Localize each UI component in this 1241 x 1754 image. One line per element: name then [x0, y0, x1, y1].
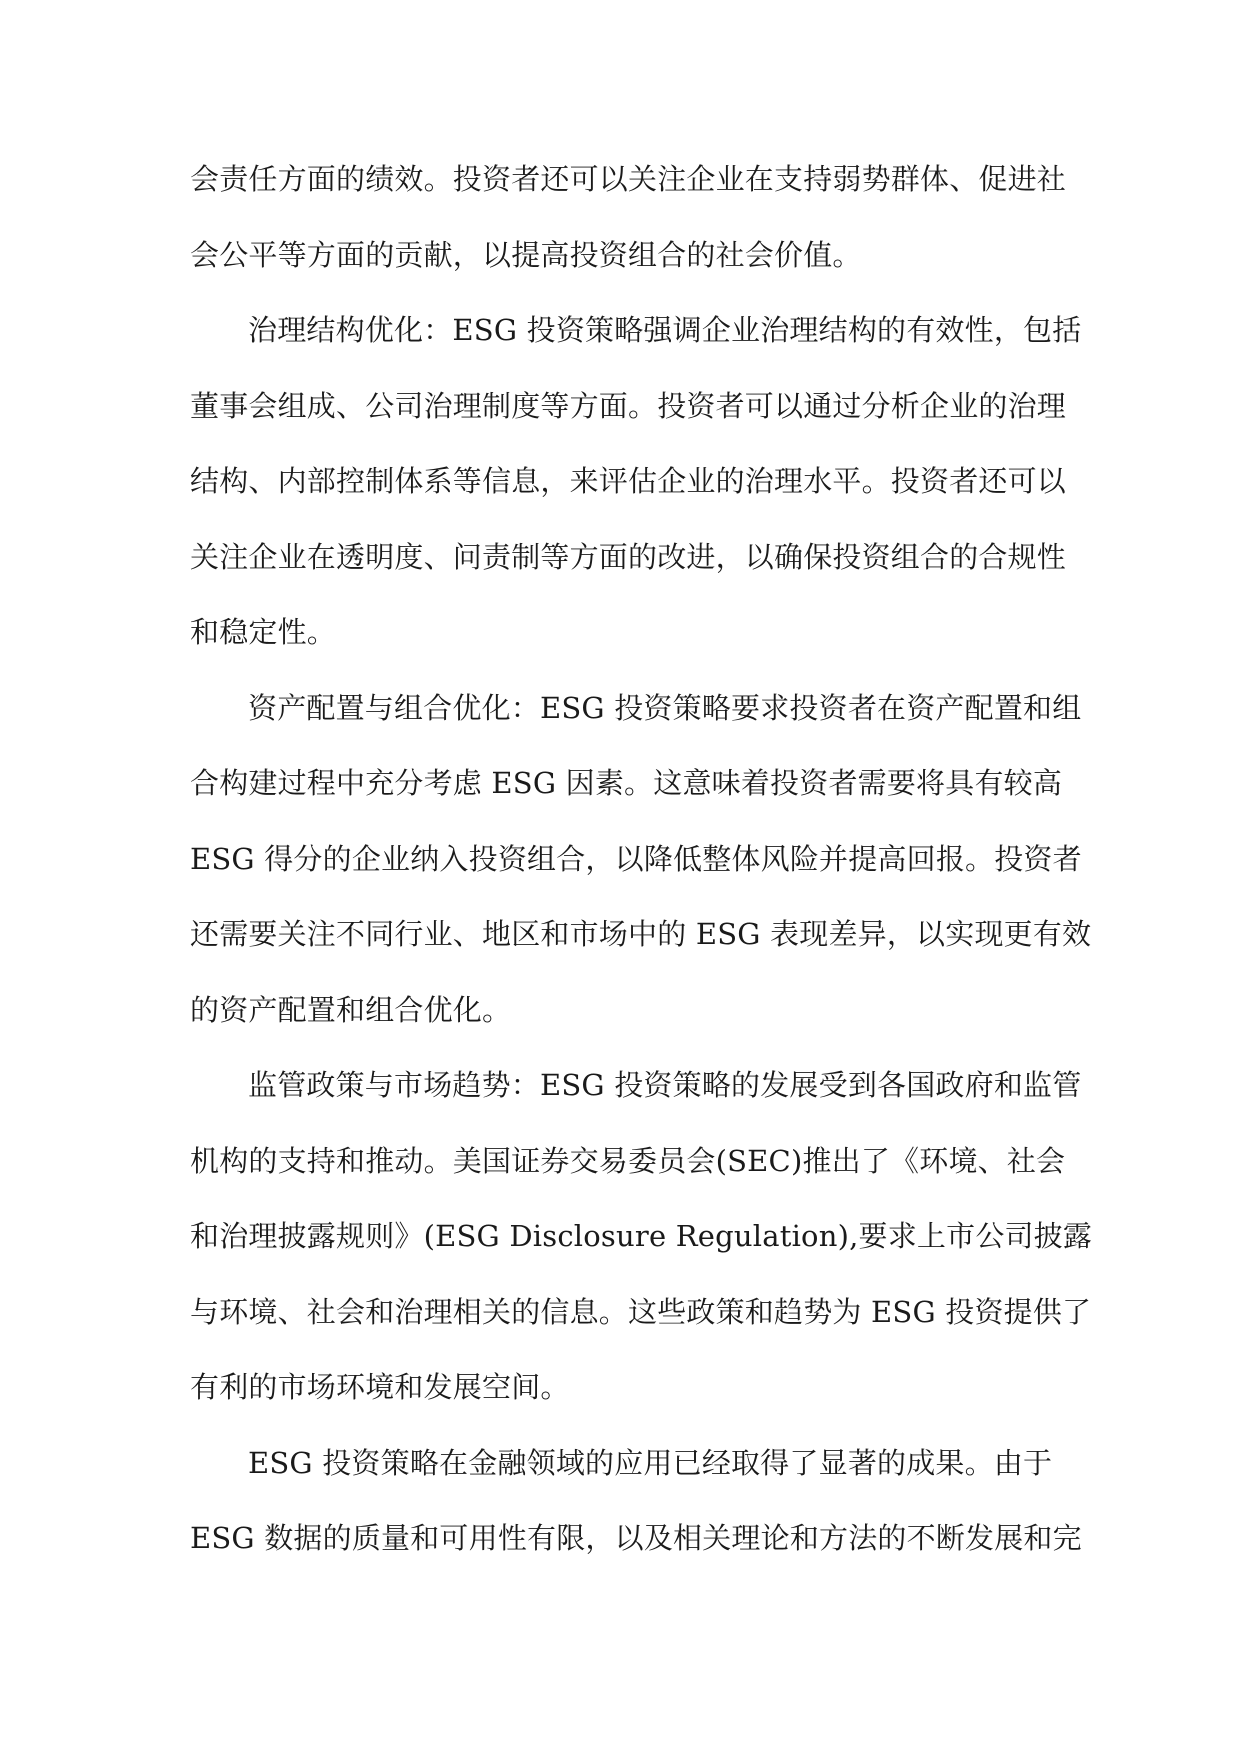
text-line: ESG 得分的企业纳入投资组合，以降低整体风险并提高回报。投资者: [190, 841, 1082, 876]
text-line: 机构的支持和推动。美国证券交易委员会(SEC)推出了《环境、社会: [190, 1143, 1066, 1178]
text-line: 与环境、社会和治理相关的信息。这些政策和趋势为 ESG 投资提供了: [190, 1294, 1092, 1329]
text-line: 会公平等方面的贡献，以提高投资组合的社会价值。: [190, 237, 862, 272]
body-text: [190, 142, 1093, 1577]
text-line: 有利的市场环境和发展空间。: [190, 1370, 570, 1404]
text-line: 和稳定性。: [190, 615, 337, 649]
text-line: 董事会组成、公司治理制度等方面。投资者可以通过分析企业的治理: [190, 388, 1067, 423]
text-line: 还需要关注不同行业、地区和市场中的 ESG 表现差异，以实现更有效: [190, 917, 1092, 951]
paragraph-start-governance: 治理结构优化：ESG 投资策略强调企业治理结构的有效性，包括: [248, 313, 1082, 347]
text-line: 关注企业在透明度、问责制等方面的改进，以确保投资组合的合规性: [190, 539, 1067, 574]
text-line: ESG 数据的质量和可用性有限，以及相关理论和方法的不断发展和完: [190, 1521, 1082, 1555]
paragraph-start-esg-results: ESG 投资策略在金融领域的应用已经取得了显著的成果。由于: [248, 1445, 1053, 1480]
text-line: 合构建过程中充分考虑 ESG 因素。这意味着投资者需要将具有较高: [190, 766, 1063, 800]
text-line: 结构、内部控制体系等信息，来评估企业的治理水平。投资者还可以: [190, 464, 1067, 498]
text-line: 会责任方面的绩效。投资者还可以关注企业在支持弱势群体、促进社: [190, 162, 1067, 196]
text-line: 的资产配置和组合优化。: [190, 992, 512, 1027]
paragraph-start-asset-allocation: 资产配置与组合优化：ESG 投资策略要求投资者在资产配置和组: [248, 690, 1082, 725]
text-line: 和治理披露规则》(ESG Disclosure Regulation),要求上市公司披露: [190, 1219, 1093, 1253]
paragraph-start-regulation: 监管政策与市场趋势：ESG 投资策略的发展受到各国政府和监管: [248, 1068, 1082, 1102]
